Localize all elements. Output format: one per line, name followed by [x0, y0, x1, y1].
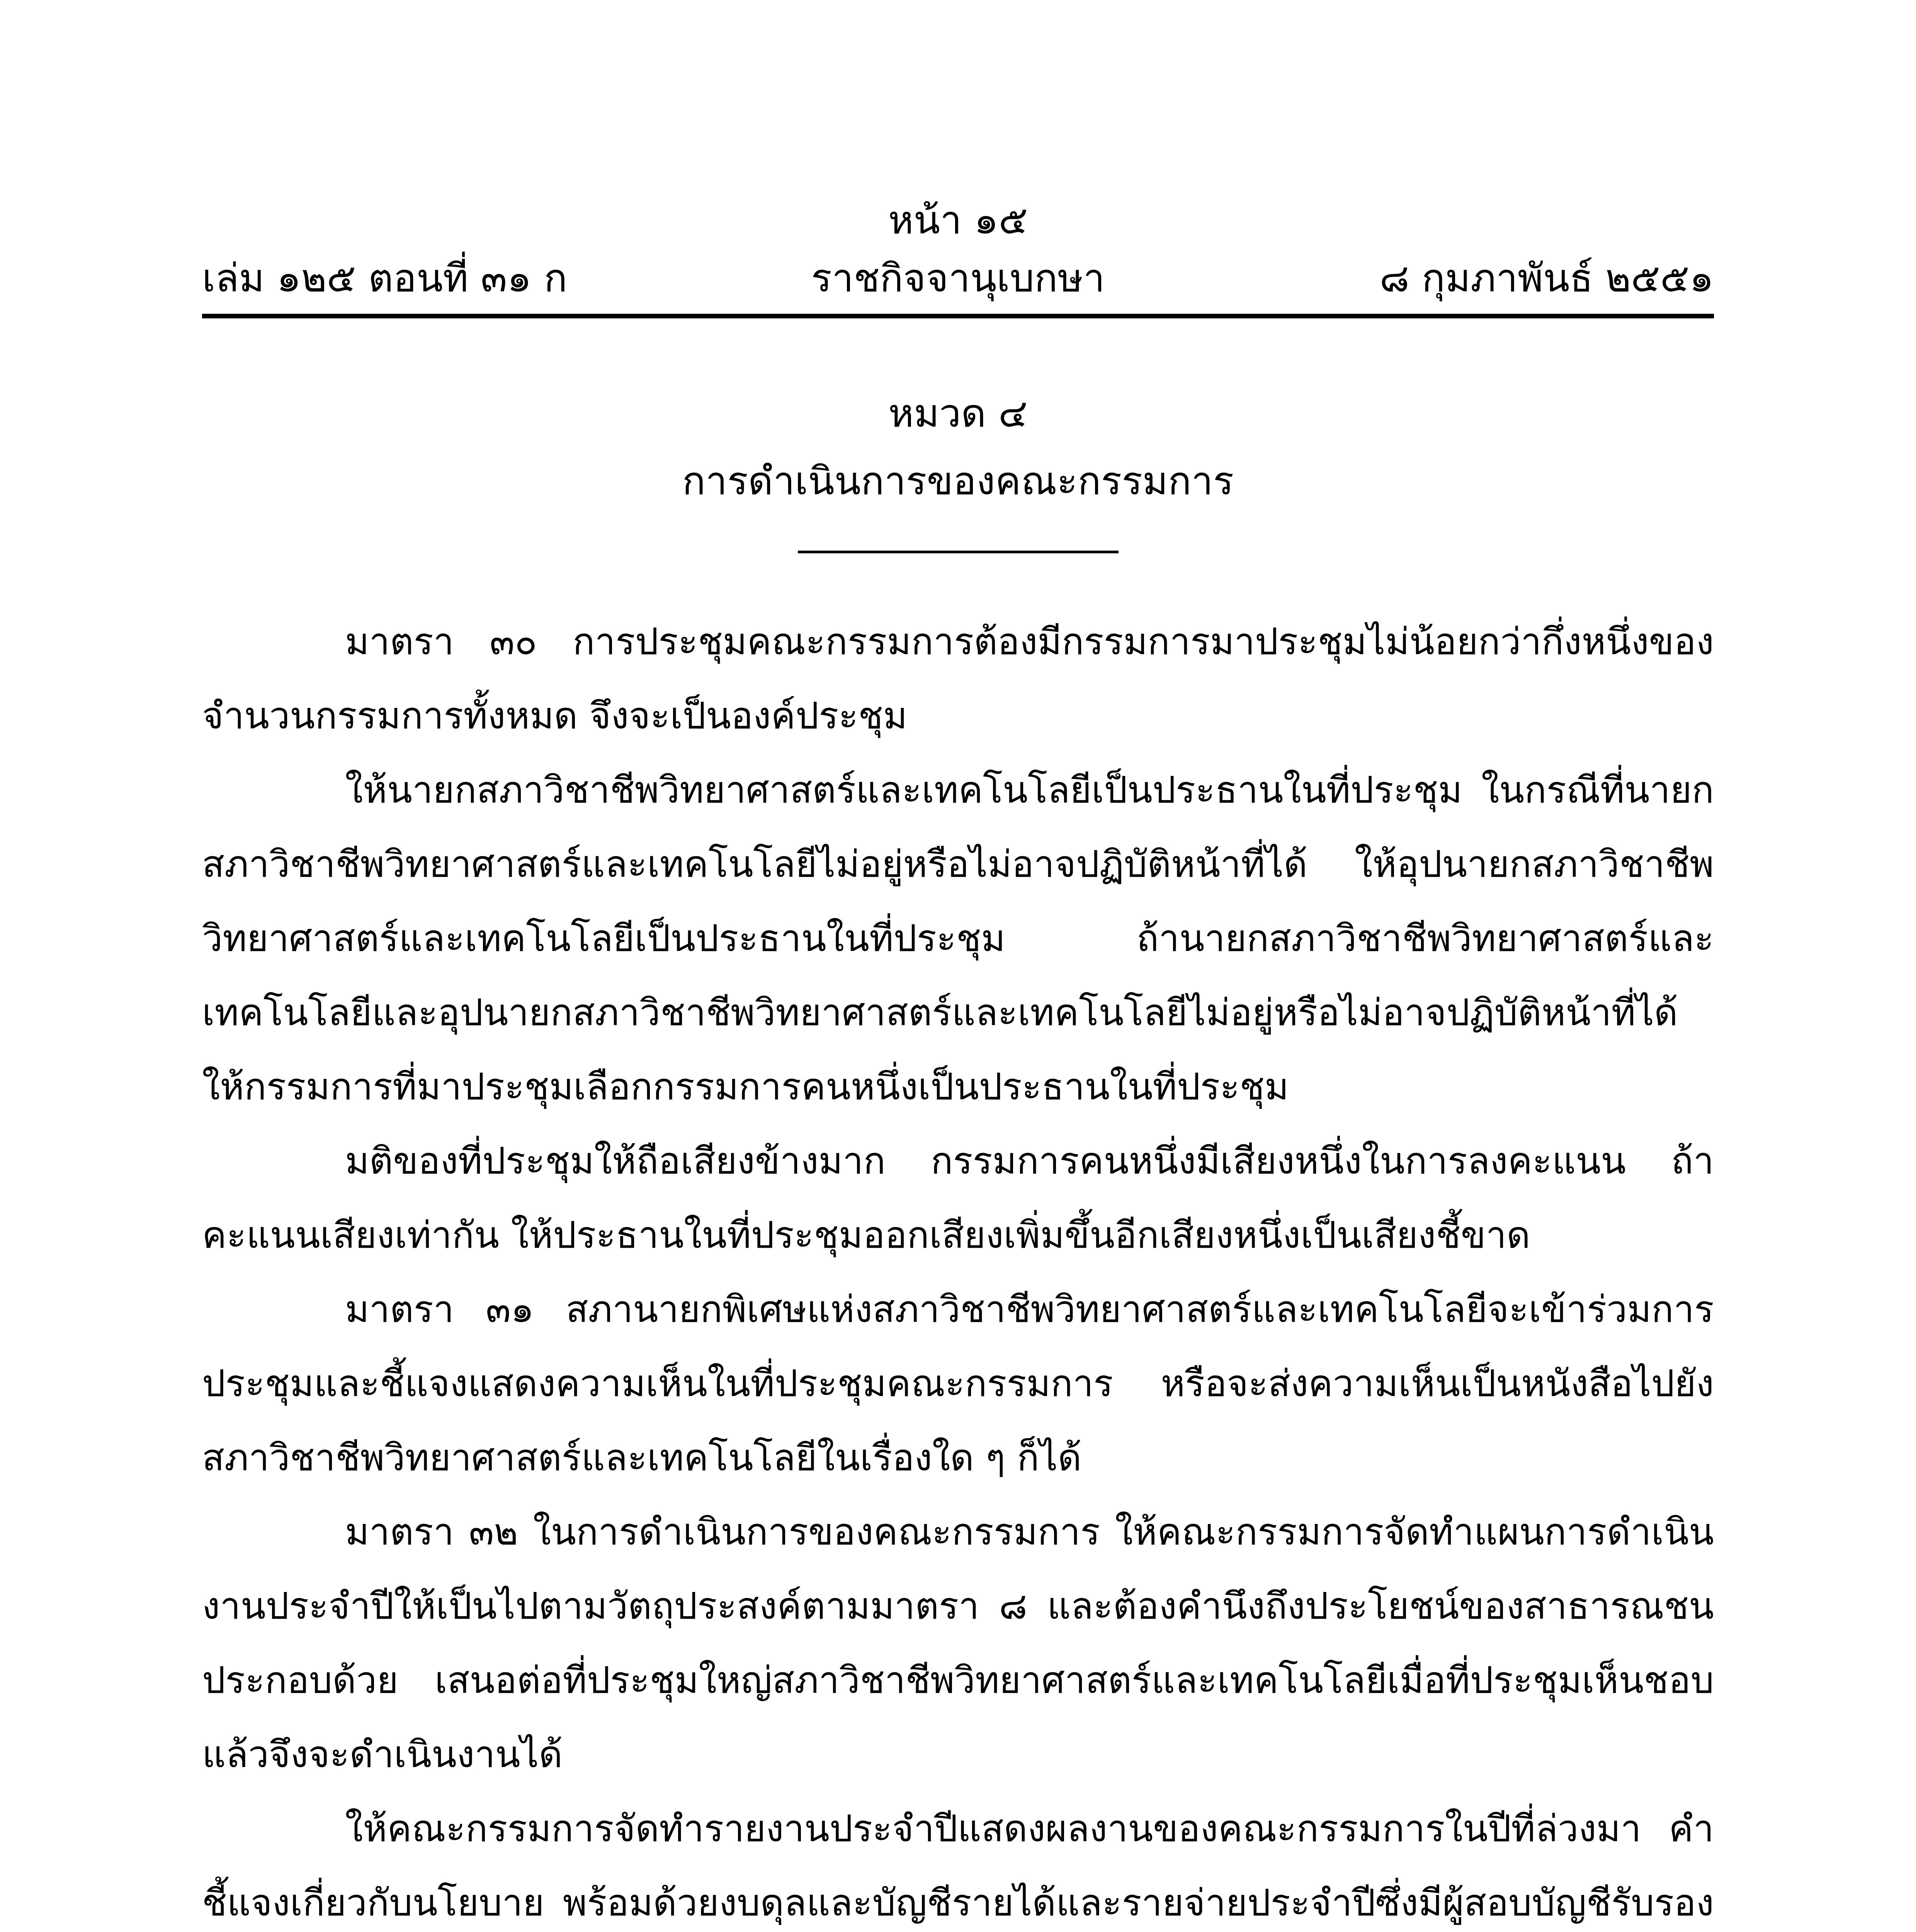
volume-issue: เล่ม ๑๒๕ ตอนที่ ๓๑ ก [202, 255, 568, 301]
section-30-chair-paragraph: ให้นายกสภาวิชาชีพวิทยาศาสตร์และเทคโนโลยีเป็นประธานในที่ประชุม ในกรณีที่นายกสภาวิชาชีพวิทยาศาสตร์และเทคโนโลยีไม่อยู่หรือไม่อาจปฏิบัติหน้าที่ได้ ให้อุปนายกสภาวิชาชีพวิทยาศาสตร์และเทคโนโลยีเป็นประธานในที่ประชุม ถ้านายกสภาวิชาชีพวิทยาศาสตร์และเทคโนโลยีและอุปนายกสภาวิชาชีพวิทยาศาสตร์และเทคโนโลยีไม่อยู่หรือไม่อาจปฏิบัติหน้าที่ได้ให้กรรมการที่มาประชุมเลือกกรรมการคนหนึ่งเป็นประธานในที่ประชุม [202, 769, 1714, 1108]
section-32-report-paragraph: ให้คณะกรรมการจัดทำรายงานประจำปีแสดงผลงานของคณะกรรมการในปีที่ล่วงมา คำชี้แจงเกี่ยวกับนโยบาย พร้อมด้วยงบดุลและบัญชีรายได้และรายจ่ายประจำปีซึ่งมีผู้สอบบัญชีรับรอง [202, 1808, 1714, 1924]
section-32-paragraph: มาตรา ๓๒ ในการดำเนินการของคณะกรรมการ ให้คณะกรรมการจัดทำแผนการดำเนินงานประจำปีให้เป็นไปตามวัตถุประสงค์ตามมาตรา ๘ และต้องคำนึงถึงประโยชน์ของสาธารณชนประกอบด้วย เสนอต่อที่ประชุมใหญ่สภาวิชาชีพวิทยาศาสตร์และเทคโนโลยีเมื่อที่ประชุมเห็นชอบแล้วจึงจะดำเนินงานได้ [202, 1511, 1714, 1776]
section-30-vote-paragraph: มติของที่ประชุมให้ถือเสียงข้างมาก กรรมการคนหนึ่งมีเสียงหนึ่งในการลงคะแนน ถ้าคะแนนเสียงเท่ากัน ให้ประธานในที่ประชุมออกเสียงเพิ่มขึ้นอีกเสียงหนึ่งเป็นเสียงชี้ขาด [202, 1140, 1714, 1257]
page-number: หน้า ๑๕ [888, 197, 1028, 243]
header-divider [202, 314, 1714, 318]
chapter-subtitle: การดำเนินการของคณะกรรมการ [682, 458, 1234, 503]
gazette-header [202, 251, 1714, 305]
section-30-paragraph: มาตรา ๓๐ การประชุมคณะกรรมการต้องมีกรรมการมาประชุมไม่น้อยกว่ากึ่งหนึ่งของจำนวนกรรมการทั้งหมด จึงจะเป็นองค์ประชุม [202, 621, 1714, 737]
chapter-title: หมวด ๔ [888, 391, 1028, 436]
gazette-title: ราชกิจจานุเบกษา [811, 255, 1105, 301]
chapter-divider [798, 551, 1119, 553]
section-31-paragraph: มาตรา ๓๑ สภานายกพิเศษแห่งสภาวิชาชีพวิทยาศาสตร์และเทคโนโลยีจะเข้าร่วมการประชุมและชี้แจงแสดงความเห็นในที่ประชุมคณะกรรมการ หรือจะส่งความเห็นเป็นหนังสือไปยังสภาวิชาชีพวิทยาศาสตร์และเทคโนโลยีในเรื่องใด ๆ ก็ได้ [202, 1288, 1714, 1479]
body-text [202, 605, 1714, 1932]
publication-date: ๘ กุมภาพันธ์ ๒๕๕๑ [1379, 255, 1714, 301]
